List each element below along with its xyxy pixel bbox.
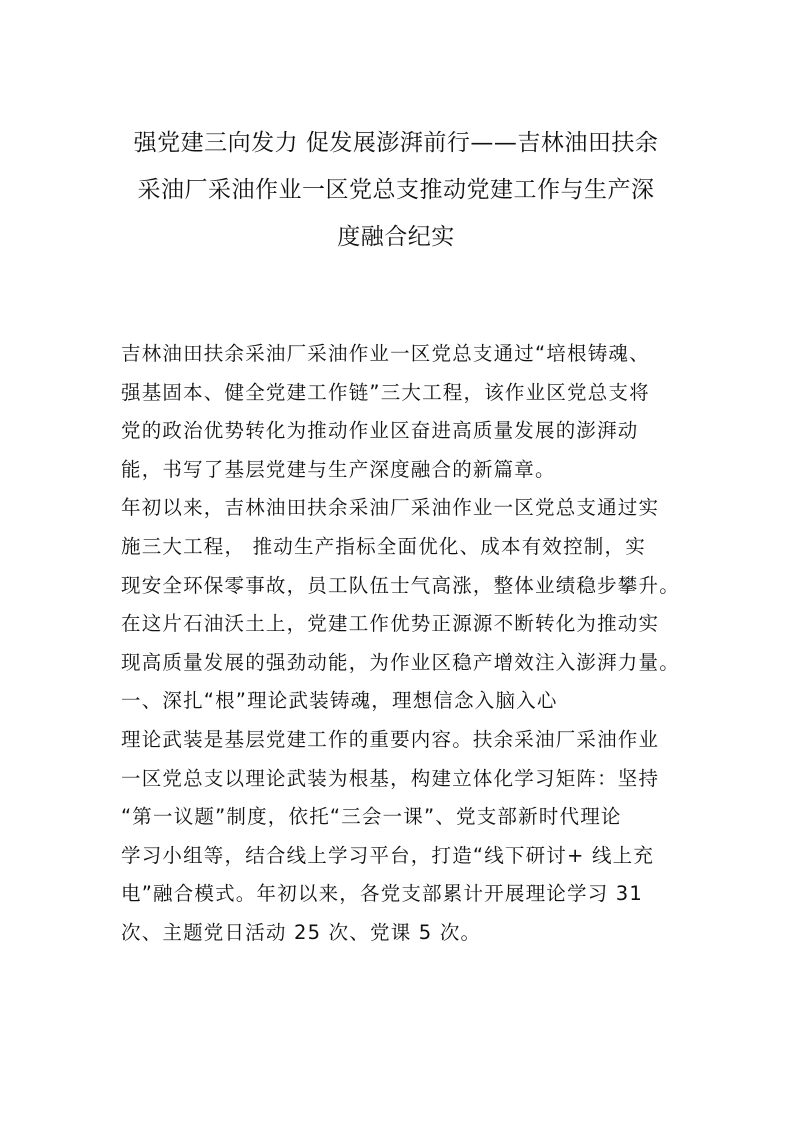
document-body: [121, 335, 691, 953]
body-line: 强基固本、健全党建工作链”三大工程，该作业区党总支将: [121, 380, 650, 404]
title-line: 采油厂采油作业一区党总支推动党建工作与生产深: [137, 177, 655, 203]
title-line: 强党建三向发力 促发展澎湃前行——吉林油田扶余: [133, 130, 659, 156]
body-line: 次、主题党日活动 25 次、党课 5 次。: [121, 920, 482, 944]
body-line: 理论武装是基层党建工作的重要内容。扶余采油厂采油作业: [121, 727, 660, 751]
body-line: 党的政治优势转化为推动作业区奋进高质量发展的澎湃动: [121, 419, 639, 443]
body-line: 一区党总支以理论武装为根基，构建立体化学习矩阵：坚持: [121, 766, 660, 790]
body-line: 现安全环保零事故，员工队伍士气高涨，整体业绩稳步攀升。: [121, 573, 680, 597]
title-line: 度融合纪实: [337, 224, 455, 250]
document-title: [96, 120, 696, 261]
body-line: 能，书写了基层党建与生产深度融合的新篇章。: [121, 457, 556, 481]
body-line: 学习小组等，结合线上学习平台，打造“线下研讨+ 线上充: [121, 843, 655, 867]
section-heading: 一、深扎“根”理论武装铸魂，理想信念入脑入心: [121, 689, 558, 713]
body-line: “第一议题”制度，依托“三会一课”、党支部新时代理论: [121, 805, 622, 829]
body-line: 年初以来，吉林油田扶余采油厂采油作业一区党总支通过实: [121, 496, 660, 520]
body-line: 吉林油田扶余采油厂采油作业一区党总支通过“培根铸魂、: [121, 342, 650, 365]
body-line: 电”融合模式。年初以来，各党支部累计开展理论学习 31: [121, 882, 644, 906]
body-line: 在这片石油沃土上，党建工作优势正源源不断转化为推动实: [121, 612, 660, 636]
body-line: 现高质量发展的强劲动能，为作业区稳产增效注入澎湃力量。: [121, 650, 680, 674]
body-line: 施三大工程， 推动生产指标全面优化、成本有效控制，实: [121, 534, 646, 558]
